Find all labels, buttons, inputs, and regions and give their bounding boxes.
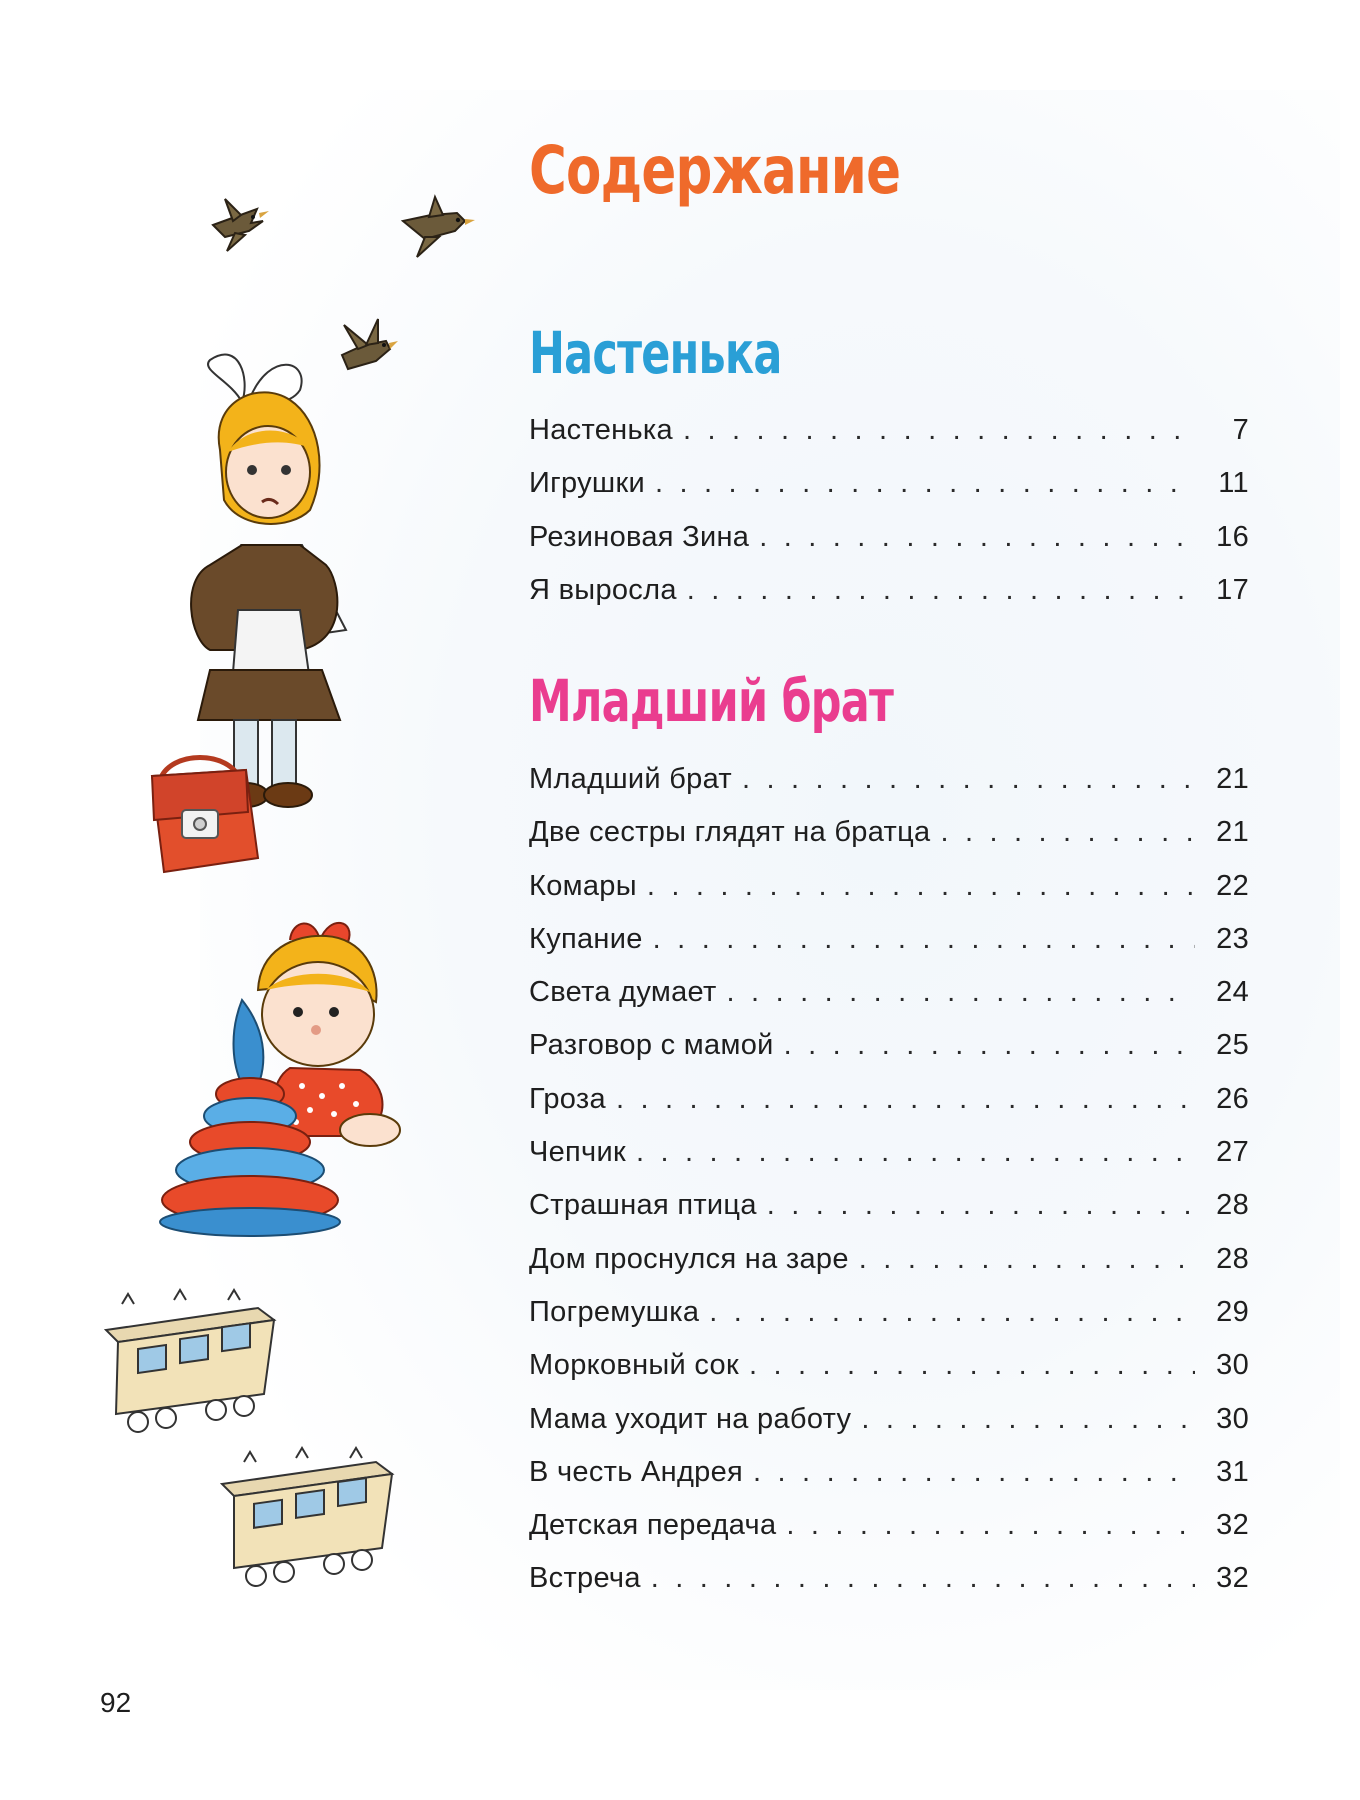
toc-entry[interactable] — [529, 1136, 1249, 1189]
entry-page: 21 — [1216, 763, 1249, 795]
entry-title: Две сестры глядят на братца — [529, 816, 931, 849]
satchel-icon — [140, 740, 270, 880]
toc-entry[interactable] — [529, 1189, 1249, 1242]
entry-page: 28 — [1216, 1242, 1249, 1275]
dot-leader — [683, 414, 1195, 447]
entry-title: Страшная птица — [529, 1189, 757, 1222]
toc-entry[interactable] — [529, 1509, 1249, 1562]
toc-entry[interactable] — [529, 870, 1249, 923]
dot-leader — [727, 976, 1195, 1009]
toc-entry[interactable] — [529, 414, 1249, 467]
entry-page: 29 — [1216, 1295, 1249, 1328]
entry-title: Погремушка — [529, 1295, 700, 1328]
entry-title: Встреча — [529, 1562, 641, 1595]
dot-leader — [753, 1456, 1195, 1489]
dot-leader — [687, 574, 1195, 607]
section-title: Младший брат — [529, 667, 894, 735]
toc-entry[interactable] — [529, 521, 1249, 574]
toc-entry[interactable] — [529, 467, 1249, 520]
section-entries — [529, 414, 1249, 627]
dot-leader — [636, 1136, 1195, 1169]
dot-leader — [742, 763, 1195, 796]
entry-page: 24 — [1216, 976, 1249, 1009]
dot-leader — [759, 521, 1195, 554]
toc-entry[interactable] — [529, 816, 1249, 869]
entry-page: 25 — [1216, 1029, 1249, 1062]
entry-title: Резиновая Зина — [529, 520, 750, 553]
entry-title: Игрушки — [529, 467, 645, 500]
entry-page: 16 — [1216, 520, 1249, 553]
entry-title: В честь Андрея — [529, 1455, 744, 1488]
entry-title: Чепчик — [529, 1136, 626, 1169]
toc-entry[interactable] — [529, 976, 1249, 1029]
entry-page: 17 — [1216, 573, 1249, 606]
dot-leader — [749, 1349, 1195, 1382]
entry-title: Настенька — [529, 414, 673, 446]
dot-leader — [784, 1029, 1195, 1062]
bird-icon — [205, 195, 275, 255]
dot-leader — [655, 467, 1195, 500]
toc-entry[interactable] — [529, 1243, 1249, 1296]
entry-page: 27 — [1216, 1136, 1249, 1169]
entry-title: Купание — [529, 922, 643, 955]
entry-title: Мама уходит на работу — [529, 1402, 852, 1435]
toc-entry[interactable] — [529, 1456, 1249, 1509]
entry-title: Дом проснулся на заре — [529, 1242, 849, 1275]
bird-icon — [395, 195, 475, 260]
dot-leader — [616, 1083, 1195, 1116]
dot-leader — [651, 1562, 1195, 1595]
entry-page: 31 — [1216, 1455, 1249, 1488]
entry-page: 7 — [1232, 414, 1249, 446]
entry-page: 32 — [1216, 1562, 1249, 1595]
toc-entry[interactable] — [529, 1083, 1249, 1136]
entry-page: 32 — [1216, 1509, 1249, 1542]
entry-page: 26 — [1216, 1082, 1249, 1115]
entry-title: Разговор с мамой — [529, 1029, 774, 1062]
toc-entry[interactable] — [529, 1349, 1249, 1402]
section-entries — [529, 763, 1249, 1616]
toc-entry[interactable] — [529, 574, 1249, 627]
toc-entry[interactable] — [529, 1562, 1249, 1615]
toy-train-car-icon — [210, 1448, 410, 1598]
entry-title: Гроза — [529, 1082, 606, 1115]
entry-title: Детская передача — [529, 1509, 777, 1542]
toc-entry[interactable] — [529, 1029, 1249, 1082]
toc-entry[interactable] — [529, 1296, 1249, 1349]
entry-title: Комары — [529, 869, 637, 902]
dot-leader — [786, 1509, 1195, 1542]
entry-title: Морковный сок — [529, 1349, 739, 1382]
entry-page: 11 — [1218, 467, 1249, 500]
toc-entry[interactable] — [529, 1403, 1249, 1456]
entry-title: Младший брат — [529, 763, 732, 795]
dot-leader — [767, 1189, 1195, 1222]
dot-leader — [861, 1403, 1195, 1436]
toc-entry[interactable] — [529, 763, 1249, 816]
dot-leader — [859, 1243, 1195, 1276]
entry-title: Я выросла — [529, 573, 677, 606]
entry-page: 23 — [1216, 922, 1249, 955]
stacking-pyramid-icon — [150, 990, 350, 1240]
section-title: Настенька — [529, 319, 782, 387]
entry-page: 30 — [1216, 1349, 1249, 1382]
dot-leader — [653, 923, 1195, 956]
toy-train-car-icon — [88, 1290, 288, 1440]
dot-leader — [647, 870, 1195, 903]
page-title: Содержание — [529, 132, 901, 209]
entry-page: 28 — [1216, 1189, 1249, 1222]
toc-entry[interactable] — [529, 923, 1249, 976]
dot-leader — [940, 816, 1195, 849]
dot-leader — [709, 1296, 1195, 1329]
page-number: 92 — [100, 1687, 132, 1718]
entry-title: Света думает — [529, 976, 717, 1009]
entry-page: 21 — [1216, 816, 1249, 849]
entry-page: 30 — [1216, 1402, 1249, 1435]
entry-page: 22 — [1216, 869, 1249, 902]
